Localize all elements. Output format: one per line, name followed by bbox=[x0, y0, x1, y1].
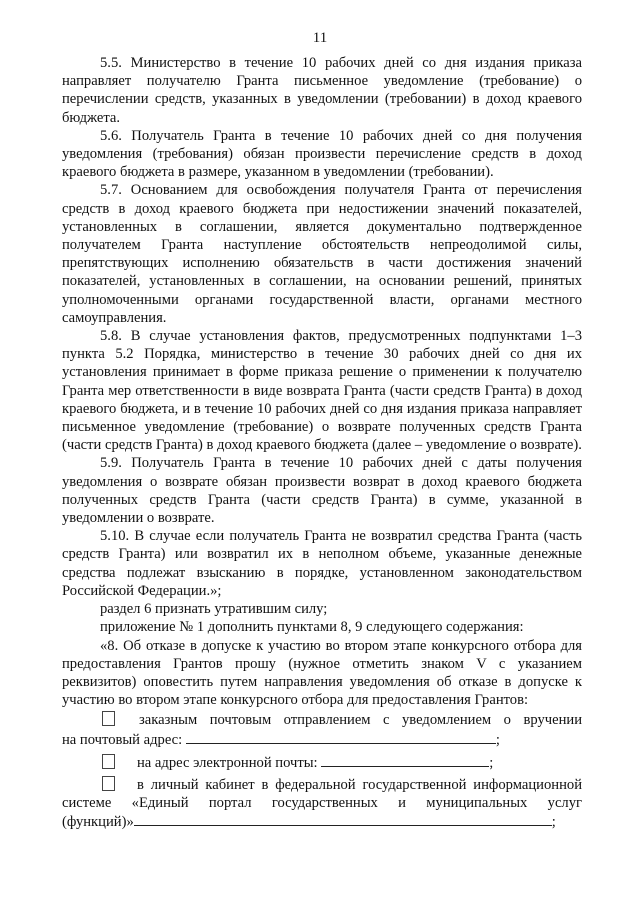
option-email bbox=[62, 753, 582, 772]
portal-label-line1: в личный кабинет в федеральной государственной информационной bbox=[137, 776, 582, 793]
portal-checkbox[interactable] bbox=[102, 776, 115, 791]
email-end-mark: ; bbox=[489, 754, 494, 771]
portal-account-line[interactable] bbox=[134, 812, 552, 826]
paragraph-5-5: 5.5. Министерство в течение 10 рабочих дней со дня издания приказа направляет получателю Гранта письменное уведомление (требование) о перечислении средств, указанных в уведомлении (требовании) в доход краевого бюджета. bbox=[62, 55, 582, 126]
portal-label-line3: (функций)» bbox=[62, 814, 134, 831]
page-number: 11 bbox=[312, 30, 328, 46]
paragraph-5-10: 5.10. В случае если получатель Гранта не возвратил средства Гранта (часть средств Гранта) или возвратил их в неполном объеме, указанные денежные средства подлежат взысканию в порядке, установленном законодательством Российской Федерации.»; bbox=[62, 528, 582, 599]
postal-address-line[interactable] bbox=[186, 730, 496, 744]
appendix-note: приложение № 1 дополнить пунктами 8, 9 следующего содержания: bbox=[100, 619, 524, 636]
document-body bbox=[62, 54, 582, 832]
postal-label-line2: на почтовый адрес: bbox=[62, 731, 183, 748]
paragraph-5-9: 5.9. Получатель Гранта в течение 10 рабочих дней с даты получения уведомления о возврате обязан произвести возврат в доход краевого бюджета полученных средств Гранта (части средств Гранта) в сумме, указанной в уведомлении о возврате. bbox=[62, 455, 582, 527]
portal-end-mark: ; bbox=[551, 814, 556, 831]
email-checkbox[interactable] bbox=[102, 754, 115, 769]
option-postal bbox=[62, 711, 582, 748]
email-label: на адрес электронной почты: bbox=[137, 754, 318, 771]
section-6-note: раздел 6 признать утратившим силу; bbox=[100, 601, 328, 618]
email-address-line[interactable] bbox=[321, 753, 489, 767]
postal-label-line1: заказным почтовым отправлением с уведомлением о вручении bbox=[139, 712, 582, 729]
option-portal bbox=[62, 776, 582, 832]
portal-label-line2: системе «Единый портал государственных и муниципальных услуг bbox=[62, 795, 582, 812]
paragraph-5-7: 5.7. Основанием для освобождения получателя Гранта от перечисления средств в доход краевого бюджета при недостижении значений показателей, установленных в соглашении, является документально подтвержденное получателем Гранта наступление обстоятельств непреодолимой силы, препятствующих исполнению обязательств в части достижения значений показателей, установленных в соглашении, на основании решений, принятых уполномоченными органами государственной власти, органами местного самоуправления. bbox=[62, 182, 582, 326]
postal-end-mark: ; bbox=[495, 731, 500, 748]
paragraph-5-8: 5.8. В случае установления фактов, предусмотренных подпунктами 1–3 пункта 5.2 Порядка, министерство в течение 30 рабочих дней со дня их установления принимает в форме приказа решение о применении к получателю Гранта мер ответственности в виде возврата Гранта (части средств Гранта) в доход краевого бюджета, и в течение 10 рабочих дней со дня издания приказа направляет письменное уведомление (требование) о возврате полученных средств Гранта (части средств Гранта) в доход краевого бюджета (далее – уведомление о возврате). bbox=[62, 328, 582, 454]
paragraph-8: «8. Об отказе в допуске к участию во втором этапе конкурсного отбора для предоставления Грантов прошу (нужное отметить знаком V с указанием реквизитов) оповестить путем направления уведомления об отказе в допуске к участию во втором этапе конкурсного отбора для предоставления Грантов: bbox=[62, 637, 582, 709]
paragraph-5-6: 5.6. Получатель Гранта в течение 10 рабочих дней со дня получения уведомления (требования) обязан произвести перечисление средств в доход краевого бюджета в размере, указанном в уведомлении (требовании). bbox=[62, 127, 582, 181]
postal-checkbox[interactable] bbox=[102, 711, 115, 726]
